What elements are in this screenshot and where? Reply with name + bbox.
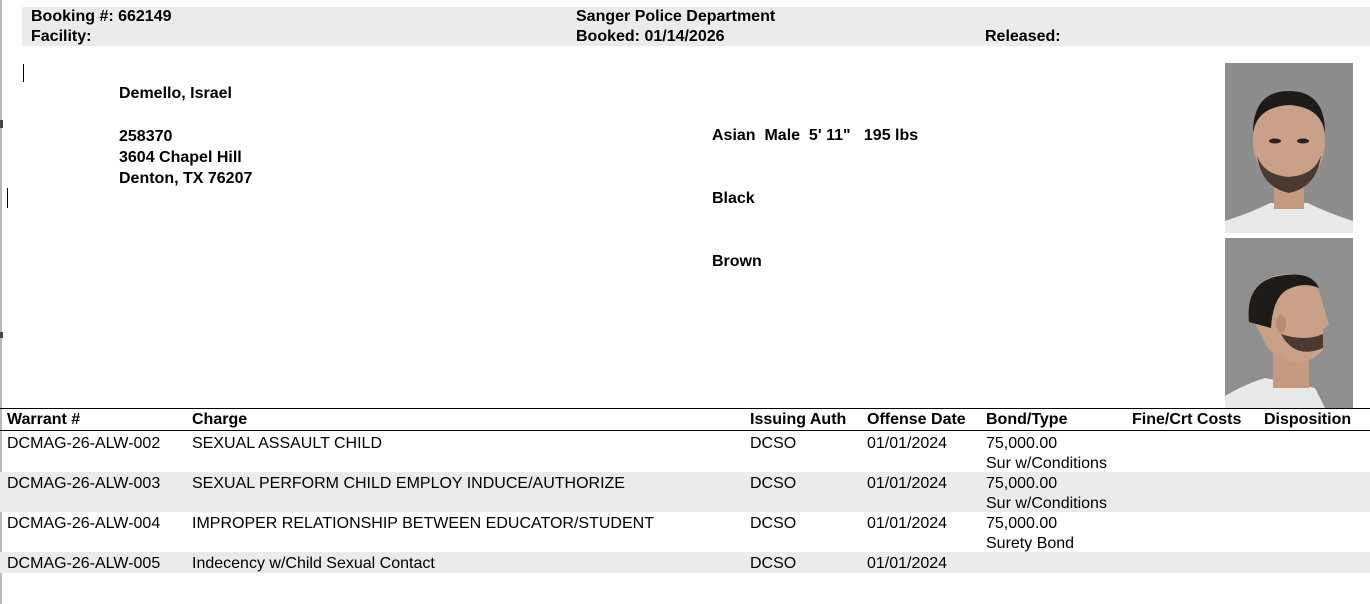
warrant-number: DCMAG-26-ALW-003 [7,475,161,492]
facility-label: Facility: [31,28,92,45]
physical-description [712,83,918,293]
column-header-bond-type: Bond/Type [986,411,1068,428]
text-cursor [23,64,24,82]
released-label: Released: [985,28,1061,45]
offense-date: 01/01/2024 [867,515,948,532]
address-line-1: 3604 Chapel Hill [119,149,242,166]
table-top-divider [0,408,1370,409]
table-header-divider [0,430,1370,431]
column-header-charge: Charge [192,411,248,428]
table-row [0,552,1370,573]
bond-type: Sur w/Conditions [986,455,1107,472]
window-edge-mark [0,332,3,338]
profile-mugshot [1225,238,1353,408]
booking-number: Booking #: 662149 [31,8,172,25]
bond-type: Surety Bond [986,535,1075,552]
eye-color: Brown [712,253,762,270]
warrant-number: DCMAG-26-ALW-004 [7,515,161,532]
issuing-authority: DCSO [750,555,797,572]
offense-date: 01/01/2024 [867,475,948,492]
hair-color: Black [712,190,755,207]
table-row [0,512,1370,552]
text-cursor [7,188,8,208]
column-header-issuing-auth: Issuing Auth [750,411,847,428]
offense-date: 01/01/2024 [867,435,948,452]
inmate-id-number: 258370 [119,128,173,145]
warrant-number: DCMAG-26-ALW-002 [7,435,161,452]
bond-amount: 75,000.00 [986,435,1058,452]
issuing-authority: DCSO [750,475,797,492]
column-header-fine-costs: Fine/Crt Costs [1132,411,1242,428]
race-sex-height-weight: Asian Male 5' 11" 195 lbs [712,127,919,144]
charge-description: Indecency w/Child Sexual Contact [192,555,435,572]
booking-header [22,7,1370,46]
warrant-number: DCMAG-26-ALW-005 [7,555,161,572]
bond-amount: 75,000.00 [986,515,1058,532]
inmate-address-block [119,126,252,189]
inmate-name: Demello, Israel [119,85,232,102]
front-mugshot [1225,63,1353,233]
booked-date: Booked: 01/14/2026 [576,28,725,45]
issuing-authority: DCSO [750,435,797,452]
issuing-authority: DCSO [750,515,797,532]
bond-type: Sur w/Conditions [986,495,1107,512]
charge-description: IMPROPER RELATIONSHIP BETWEEN EDUCATOR/STUDENT [192,515,654,532]
column-header-warrant: Warrant # [7,411,81,428]
charge-description: SEXUAL ASSAULT CHILD [192,435,382,452]
profile-face-silhouette-icon [1225,238,1353,408]
address-line-2: Denton, TX 76207 [119,170,253,187]
column-header-offense-date: Offense Date [867,411,966,428]
table-row [0,432,1370,472]
agency-name: Sanger Police Department [576,8,776,25]
front-face-silhouette-icon [1225,63,1353,233]
column-header-disposition: Disposition [1264,411,1352,428]
offense-date: 01/01/2024 [867,555,948,572]
bond-amount: 75,000.00 [986,475,1058,492]
window-edge-mark [0,120,3,128]
table-row [0,472,1370,512]
charge-description: SEXUAL PERFORM CHILD EMPLOY INDUCE/AUTHORIZE [192,475,625,492]
